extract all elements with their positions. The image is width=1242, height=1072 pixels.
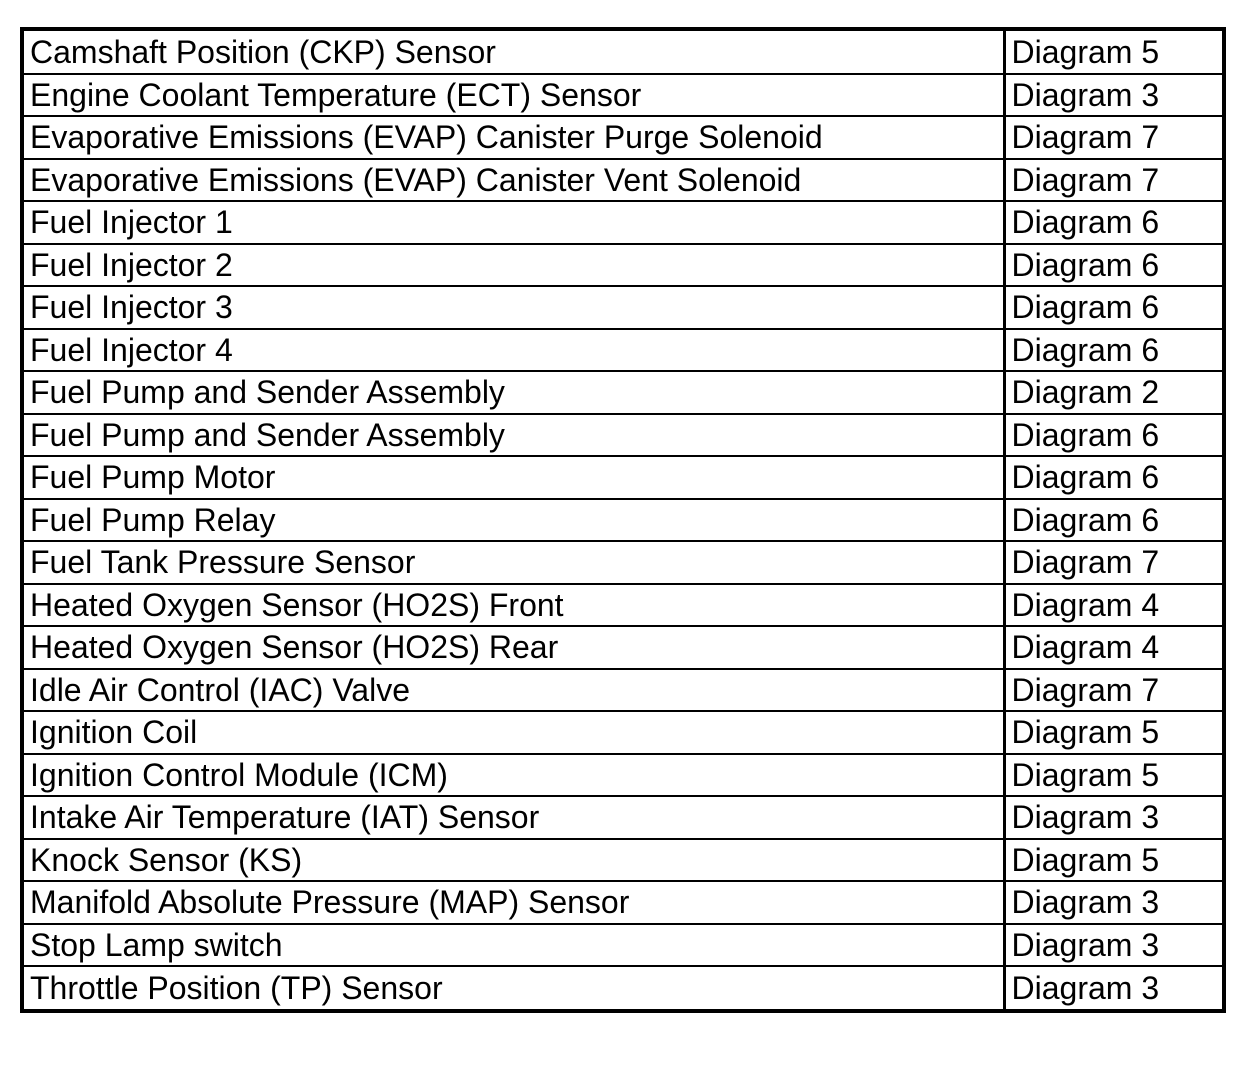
table-row xyxy=(24,286,1222,329)
diagram-reference-cell: Diagram 4 xyxy=(1004,626,1222,669)
component-name-cell: Intake Air Temperature (IAT) Sensor xyxy=(24,796,1004,839)
component-name-cell: Idle Air Control (IAC) Valve xyxy=(24,669,1004,712)
table-row xyxy=(24,201,1222,244)
component-diagram-table-frame xyxy=(20,27,1226,1013)
table-row xyxy=(24,456,1222,499)
component-name-cell: Stop Lamp switch xyxy=(24,924,1004,967)
component-name-cell: Fuel Pump and Sender Assembly xyxy=(24,414,1004,457)
component-name-cell: Fuel Injector 2 xyxy=(24,244,1004,287)
component-name-cell: Fuel Injector 3 xyxy=(24,286,1004,329)
diagram-reference-cell: Diagram 3 xyxy=(1004,966,1222,1009)
component-diagram-table xyxy=(24,31,1222,1009)
diagram-reference-cell: Diagram 5 xyxy=(1004,711,1222,754)
table-row xyxy=(24,584,1222,627)
diagram-reference-cell: Diagram 3 xyxy=(1004,796,1222,839)
table-row xyxy=(24,499,1222,542)
component-name-cell: Ignition Control Module (ICM) xyxy=(24,754,1004,797)
table-body xyxy=(24,31,1222,1009)
table-row xyxy=(24,754,1222,797)
table-row xyxy=(24,711,1222,754)
diagram-reference-cell: Diagram 3 xyxy=(1004,74,1222,117)
table-row xyxy=(24,371,1222,414)
component-name-cell: Fuel Injector 1 xyxy=(24,201,1004,244)
component-name-cell: Evaporative Emissions (EVAP) Canister Vent Solenoid xyxy=(24,159,1004,202)
diagram-reference-cell: Diagram 6 xyxy=(1004,201,1222,244)
diagram-reference-cell: Diagram 5 xyxy=(1004,31,1222,74)
table-row xyxy=(24,966,1222,1009)
diagram-reference-cell: Diagram 5 xyxy=(1004,754,1222,797)
diagram-reference-cell: Diagram 6 xyxy=(1004,499,1222,542)
component-name-cell: Ignition Coil xyxy=(24,711,1004,754)
diagram-reference-cell: Diagram 3 xyxy=(1004,881,1222,924)
table-row xyxy=(24,329,1222,372)
table-row xyxy=(24,839,1222,882)
diagram-reference-cell: Diagram 7 xyxy=(1004,159,1222,202)
diagram-reference-cell: Diagram 6 xyxy=(1004,456,1222,499)
diagram-reference-cell: Diagram 6 xyxy=(1004,286,1222,329)
table-row xyxy=(24,796,1222,839)
table-row xyxy=(24,541,1222,584)
diagram-reference-cell: Diagram 7 xyxy=(1004,116,1222,159)
component-name-cell: Manifold Absolute Pressure (MAP) Sensor xyxy=(24,881,1004,924)
component-name-cell: Fuel Pump Motor xyxy=(24,456,1004,499)
table-row xyxy=(24,159,1222,202)
table-row xyxy=(24,116,1222,159)
table-row xyxy=(24,669,1222,712)
table-row xyxy=(24,924,1222,967)
table-row xyxy=(24,244,1222,287)
diagram-reference-cell: Diagram 6 xyxy=(1004,414,1222,457)
component-name-cell: Knock Sensor (KS) xyxy=(24,839,1004,882)
table-row xyxy=(24,74,1222,117)
component-name-cell: Fuel Tank Pressure Sensor xyxy=(24,541,1004,584)
component-name-cell: Fuel Pump and Sender Assembly xyxy=(24,371,1004,414)
component-name-cell: Camshaft Position (CKP) Sensor xyxy=(24,31,1004,74)
component-name-cell: Fuel Injector 4 xyxy=(24,329,1004,372)
component-name-cell: Fuel Pump Relay xyxy=(24,499,1004,542)
diagram-reference-cell: Diagram 3 xyxy=(1004,924,1222,967)
diagram-reference-cell: Diagram 2 xyxy=(1004,371,1222,414)
diagram-reference-cell: Diagram 7 xyxy=(1004,541,1222,584)
component-name-cell: Evaporative Emissions (EVAP) Canister Purge Solenoid xyxy=(24,116,1004,159)
component-name-cell: Heated Oxygen Sensor (HO2S) Front xyxy=(24,584,1004,627)
diagram-reference-cell: Diagram 7 xyxy=(1004,669,1222,712)
table-row xyxy=(24,626,1222,669)
diagram-reference-cell: Diagram 6 xyxy=(1004,244,1222,287)
table-row xyxy=(24,31,1222,74)
component-name-cell: Throttle Position (TP) Sensor xyxy=(24,966,1004,1009)
diagram-reference-cell: Diagram 4 xyxy=(1004,584,1222,627)
table-row xyxy=(24,414,1222,457)
diagram-reference-cell: Diagram 6 xyxy=(1004,329,1222,372)
table-row xyxy=(24,881,1222,924)
component-name-cell: Heated Oxygen Sensor (HO2S) Rear xyxy=(24,626,1004,669)
diagram-reference-cell: Diagram 5 xyxy=(1004,839,1222,882)
component-name-cell: Engine Coolant Temperature (ECT) Sensor xyxy=(24,74,1004,117)
